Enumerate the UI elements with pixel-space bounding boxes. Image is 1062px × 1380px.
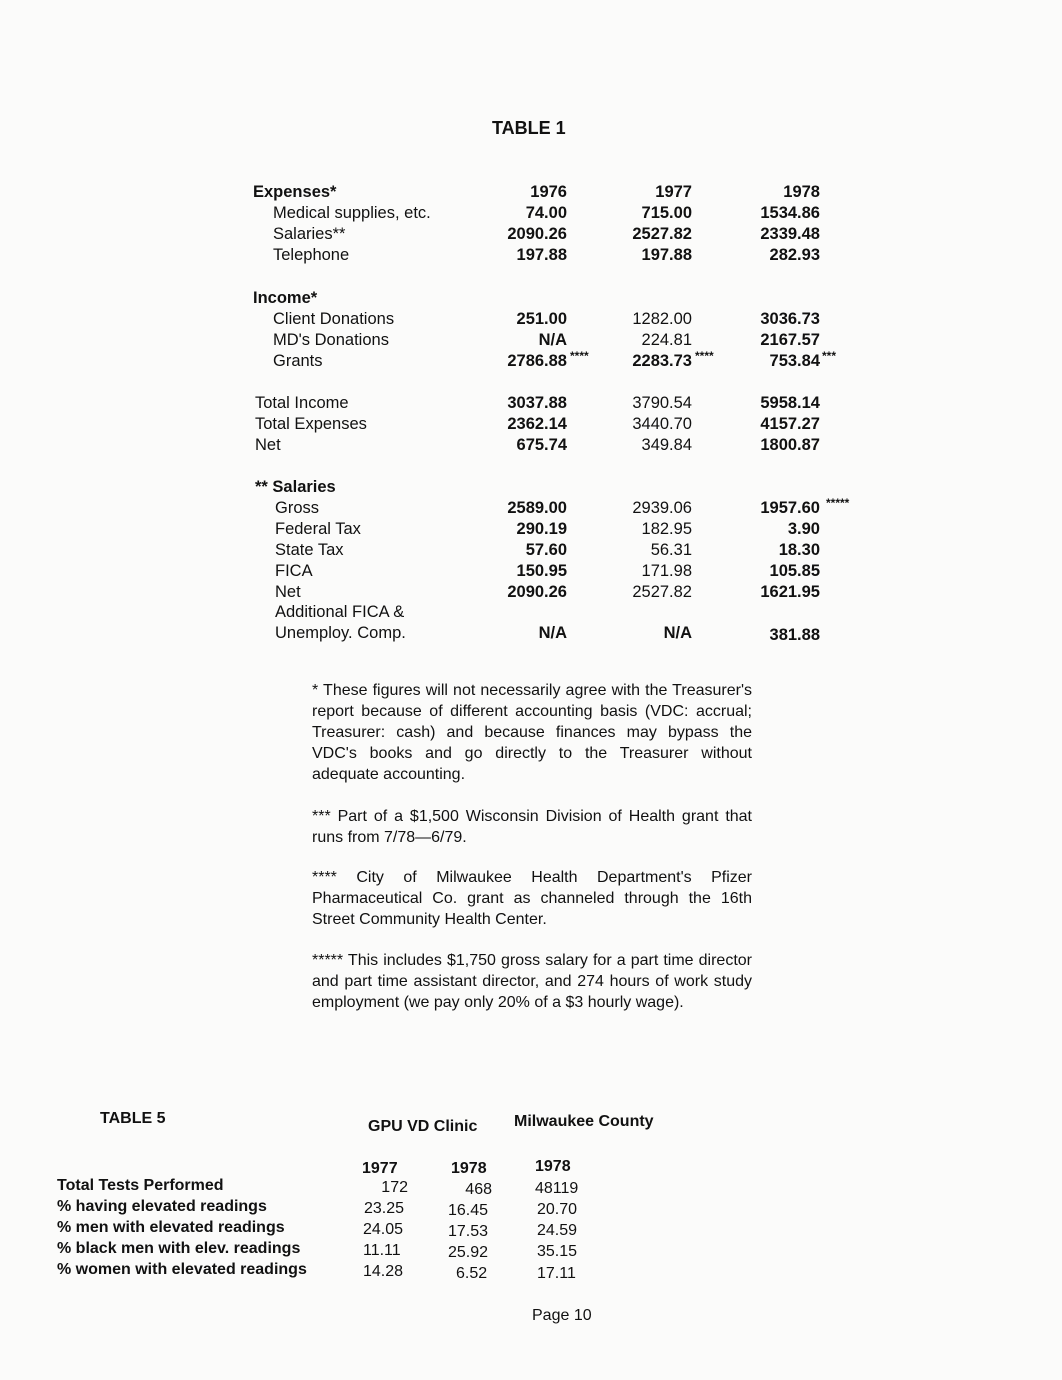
cell: 1800.87 xyxy=(760,436,820,454)
cell: 16.45 xyxy=(448,1202,489,1219)
row-label: Grants xyxy=(273,352,323,370)
page-number: Page 10 xyxy=(532,1307,592,1324)
cell: 48119 xyxy=(535,1180,579,1197)
table5-group-header: Milwaukee County xyxy=(514,1113,654,1130)
cell: 17.53 xyxy=(448,1223,489,1240)
cell: 381.88 xyxy=(769,626,820,644)
cell: 2167.57 xyxy=(760,331,820,349)
cell: 35.15 xyxy=(537,1243,578,1260)
footnote-mark: ***** xyxy=(826,496,850,510)
cell: N/A xyxy=(538,331,567,349)
cell: 290.19 xyxy=(516,520,567,538)
footnote-4: **** City of Milwaukee Health Department's Pfizer Pharmaceutical Co. grant as channeled through the 16th Street Community Health Center. xyxy=(312,869,752,928)
footnote-mark: *** xyxy=(822,349,837,363)
salaries-heading: ** Salaries xyxy=(255,478,336,496)
row-label: Total Income xyxy=(255,394,349,412)
cell: N/A xyxy=(663,624,692,642)
cell: 224.81 xyxy=(641,331,692,349)
footnote-mark: **** xyxy=(695,349,714,363)
expenses-heading: Expenses* xyxy=(253,183,337,201)
cell: 1282.00 xyxy=(632,310,692,328)
cell: 1534.86 xyxy=(760,204,820,222)
row-label: Medical supplies, etc. xyxy=(273,204,431,222)
year-header: 1977 xyxy=(362,1160,398,1177)
row-label: Salaries** xyxy=(273,225,346,243)
table1-title: TABLE 1 xyxy=(492,118,566,138)
cell: 17.11 xyxy=(537,1265,576,1282)
cell: 2589.00 xyxy=(507,499,567,517)
income-heading: Income* xyxy=(253,289,318,307)
year-header: 1976 xyxy=(530,183,567,201)
cell: 197.88 xyxy=(641,246,692,264)
cell: 197.88 xyxy=(516,246,567,264)
cell: 251.00 xyxy=(516,310,567,328)
footnote-5: ***** This includes $1,750 gross salary for a part time director and part time assistant director, and 274 hours of work study employment (we pay only 20% of a $3 hourly wage). xyxy=(312,952,752,1011)
cell: 3037.88 xyxy=(507,394,567,412)
cell: 675.74 xyxy=(516,436,567,454)
row-label: Total Expenses xyxy=(255,415,367,433)
cell: 468 xyxy=(465,1181,492,1198)
row-label: MD's Donations xyxy=(273,331,389,349)
cell: 172 xyxy=(381,1179,408,1196)
year-header: 1977 xyxy=(655,183,692,201)
cell: 4157.27 xyxy=(760,415,820,433)
cell: 150.95 xyxy=(516,562,567,580)
row-label: Net xyxy=(275,583,301,601)
row-label: State Tax xyxy=(275,541,344,559)
cell: 25.92 xyxy=(448,1244,489,1261)
row-label: Federal Tax xyxy=(275,520,361,538)
row-label: Net xyxy=(255,436,281,454)
row-label: Gross xyxy=(275,499,320,517)
row-label: FICA xyxy=(275,562,313,580)
cell: 2090.26 xyxy=(507,225,567,243)
cell: 2527.82 xyxy=(632,583,692,601)
year-header: 1978 xyxy=(783,183,820,201)
cell: 105.85 xyxy=(769,562,820,580)
cell: 74.00 xyxy=(525,204,567,222)
cell: N/A xyxy=(538,624,567,642)
cell: 3440.70 xyxy=(632,415,692,433)
footnote-1: * These figures will not necessarily agree with the Treasurer's report because of different accounting basis (VDC: accrual; Treasurer: cash) and because finances may bypass the VDC's books and go directly to the Treasurer without adequate accounting. xyxy=(312,682,752,783)
row-label: Telephone xyxy=(273,246,350,264)
cell: 2939.06 xyxy=(632,499,692,517)
cell: 1957.60 xyxy=(760,499,820,517)
row-label: % men with elevated readings xyxy=(57,1219,285,1236)
cell: 2527.82 xyxy=(632,225,692,243)
cell: 2283.73 xyxy=(632,352,692,370)
cell: 18.30 xyxy=(778,541,820,559)
cell: 171.98 xyxy=(641,562,692,580)
cell: 753.84 xyxy=(769,352,820,370)
cell: 282.93 xyxy=(769,246,820,264)
cell: 11.11 xyxy=(363,1242,401,1259)
row-label: Unemploy. Comp. xyxy=(275,624,406,642)
row-label: % black men with elev. readings xyxy=(57,1240,301,1257)
cell: 182.95 xyxy=(641,520,692,538)
cell: 20.70 xyxy=(537,1201,578,1218)
cell: 56.31 xyxy=(650,541,692,559)
row-label: % women with elevated readings xyxy=(57,1261,307,1278)
footnote-mark: **** xyxy=(570,349,589,363)
cell: 3036.73 xyxy=(760,310,820,328)
row-label: Client Donations xyxy=(273,310,395,328)
cell: 5958.14 xyxy=(760,394,820,412)
row-label: Additional FICA & xyxy=(275,603,405,621)
cell: 2090.26 xyxy=(507,583,567,601)
table5-group-header: GPU VD Clinic xyxy=(368,1118,478,1135)
row-label: Total Tests Performed xyxy=(57,1177,224,1194)
cell: 3790.54 xyxy=(632,394,692,412)
cell: 2786.88 xyxy=(507,352,567,370)
cell: 57.60 xyxy=(525,541,567,559)
cell: 715.00 xyxy=(641,204,692,222)
table5-title: TABLE 5 xyxy=(100,1110,166,1127)
cell: 1621.95 xyxy=(760,583,820,601)
cell: 349.84 xyxy=(641,436,692,454)
year-header: 1978 xyxy=(451,1160,487,1177)
row-label: % having elevated readings xyxy=(57,1198,267,1215)
cell: 2339.48 xyxy=(760,225,820,243)
cell: 3.90 xyxy=(787,520,820,538)
year-header: 1978 xyxy=(535,1158,571,1175)
cell: 14.28 xyxy=(363,1263,404,1280)
cell: 6.52 xyxy=(456,1265,488,1282)
cell: 24.59 xyxy=(537,1222,578,1239)
footnote-3: *** Part of a $1,500 Wisconsin Division of Health grant that runs from 7/78—6/79. xyxy=(312,808,752,846)
cell: 2362.14 xyxy=(507,415,567,433)
cell: 23.25 xyxy=(364,1200,405,1217)
cell: 24.05 xyxy=(363,1221,404,1238)
